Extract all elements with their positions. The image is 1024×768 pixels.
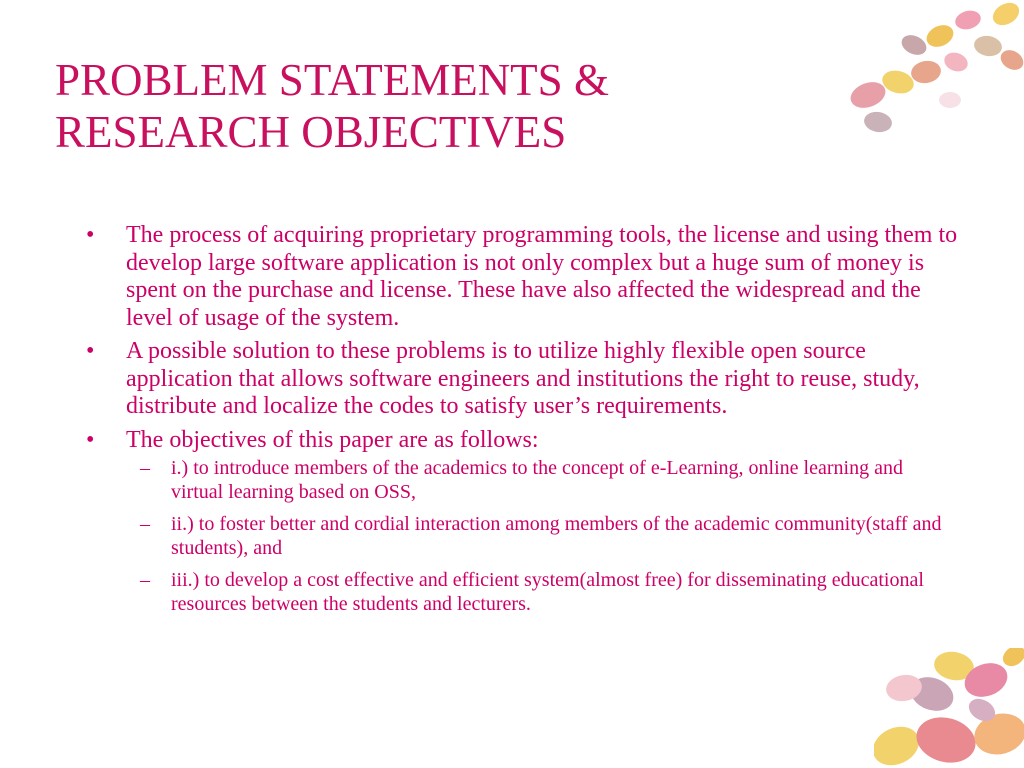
- bullet-item: [80, 222, 960, 332]
- bullet-text: The objectives of this paper are as follows:: [126, 426, 539, 453]
- sub-bullet-text: iii.) to develop a cost effective and efficient system(almost free) for disseminating educational resources between the students and lecturers.: [171, 569, 924, 615]
- slide-body: [80, 222, 960, 624]
- bullet-marker: •: [86, 338, 95, 364]
- candy-eggs-image-bottom: [874, 648, 1024, 768]
- sub-bullet-marker: –: [140, 569, 150, 591]
- sub-bullet-item: [126, 512, 960, 560]
- bullet-list: [80, 222, 960, 616]
- title-line-1: PROBLEM STATEMENTS &: [55, 55, 609, 105]
- sub-bullet-item: [126, 456, 960, 504]
- sub-bullet-item: [126, 568, 960, 616]
- sub-bullet-marker: –: [140, 457, 150, 479]
- sub-bullet-text: ii.) to foster better and cordial interaction among members of the academic community(staff and students), and: [171, 513, 942, 559]
- slide-title: [55, 54, 609, 158]
- sub-bullet-text: i.) to introduce members of the academics to the concept of e-Learning, online learning and virtual learning based on OSS,: [171, 457, 903, 503]
- bullet-marker: •: [86, 426, 95, 453]
- sub-bullet-marker: –: [140, 513, 150, 535]
- bullet-text: A possible solution to these problems is to utilize highly flexible open source application that allows software engineers and institutions the right to reuse, study, distribute and localize the codes to satisfy user’s requirements.: [126, 338, 920, 419]
- bullet-text: The process of acquiring proprietary programming tools, the license and using them to develop large software application is not only complex but a huge sum of money is spent on the purchase and license. These have also affected the widespread and the level of usage of the system.: [126, 222, 958, 331]
- title-line-2: RESEARCH OBJECTIVES: [55, 107, 567, 157]
- sub-bullet-list: [126, 456, 960, 616]
- bullet-marker: •: [86, 222, 95, 248]
- bullet-item: [80, 338, 960, 421]
- candy-eggs-image-top: [848, 0, 1024, 148]
- bullet-item: [80, 427, 960, 617]
